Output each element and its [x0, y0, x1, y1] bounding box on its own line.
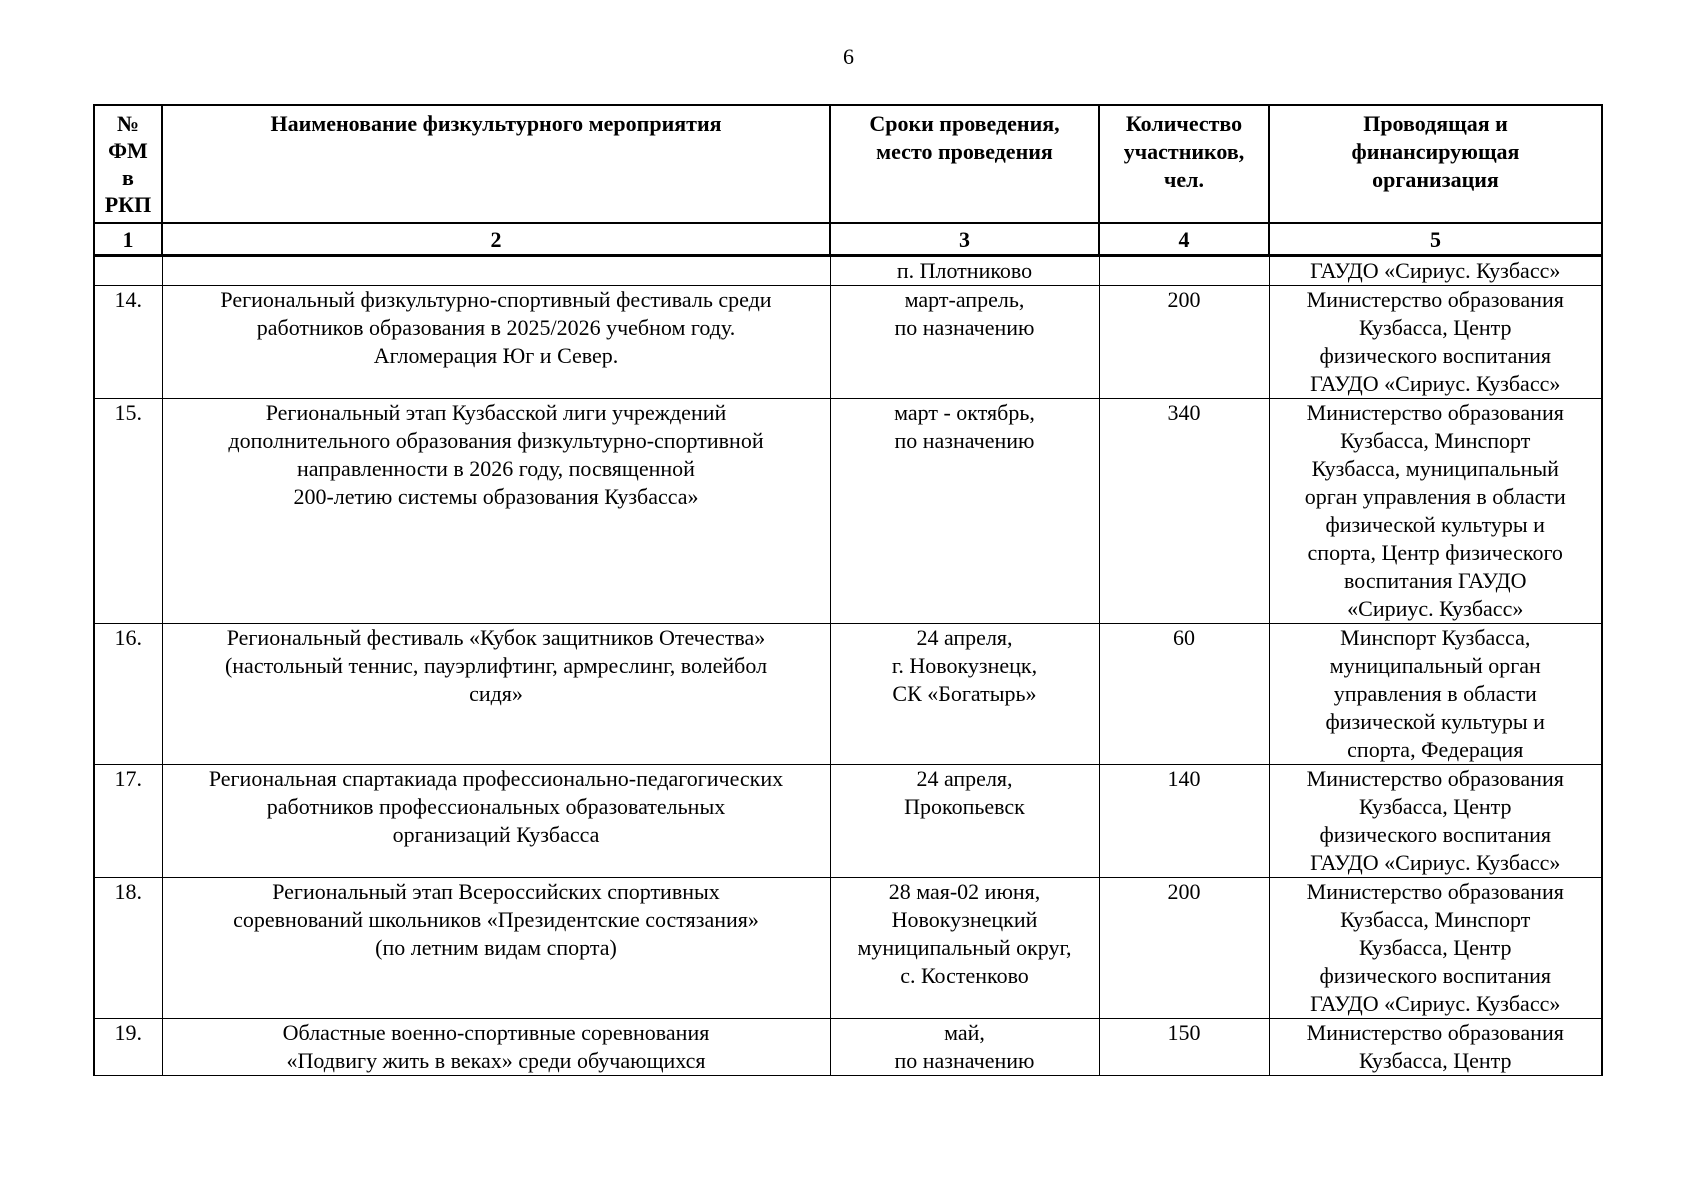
row-dates-line: март-апрель, — [904, 287, 1025, 312]
row-org-line: ГАУДО «Сириус. Кузбасс» — [1310, 850, 1561, 875]
row-org — [1269, 765, 1602, 878]
header-count-line: чел. — [1163, 167, 1204, 192]
row-org-line: муниципальный орган — [1329, 653, 1541, 678]
row-org-line: Кузбасса, Минспорт — [1340, 428, 1531, 453]
row-name — [162, 624, 830, 765]
header-dates — [830, 105, 1099, 223]
row-org — [1269, 1019, 1602, 1076]
row-dates-line: по назначению — [894, 428, 1035, 453]
row-org-line: спорта, Федерация — [1347, 737, 1524, 762]
row-org-line: Кузбасса, Центр — [1358, 935, 1512, 960]
row-num — [94, 256, 162, 286]
row-org-line: Министерство образования — [1306, 287, 1564, 312]
events-table — [93, 104, 1603, 1076]
header-count-line: участников, — [1123, 139, 1245, 164]
row-count: 200 — [1099, 878, 1269, 1019]
row-dates-line: муниципальный округ, — [857, 935, 1072, 960]
row-dates-line: 24 апреля, — [916, 625, 1013, 650]
row-count: 60 — [1099, 624, 1269, 765]
header-count — [1099, 105, 1269, 223]
row-num: 19. — [94, 1019, 162, 1076]
header-num-line: РКП — [104, 192, 152, 217]
row-name — [162, 256, 830, 286]
row-org-line: физического воспитания — [1319, 963, 1552, 988]
row-dates-line: 28 мая-02 июня, — [888, 879, 1041, 904]
header-num-line: № — [116, 111, 140, 136]
table-row — [94, 765, 1602, 878]
row-count: 200 — [1099, 286, 1269, 399]
page-number: 6 — [843, 44, 854, 69]
row-org-line: физической культуры и — [1325, 512, 1545, 537]
header-org-line: организация — [1372, 167, 1499, 192]
row-dates-line: СК «Богатырь» — [892, 681, 1037, 706]
row-name-line: соревнований школьников «Президентские состязания» — [233, 907, 759, 932]
row-dates — [830, 624, 1099, 765]
row-org-line: управления в области — [1333, 681, 1537, 706]
row-num: 16. — [94, 624, 162, 765]
row-num: 17. — [94, 765, 162, 878]
row-count: 340 — [1099, 399, 1269, 624]
row-org-line: физического воспитания — [1319, 343, 1552, 368]
header-row — [94, 105, 1602, 223]
row-dates-line: с. Костенково — [900, 963, 1029, 988]
row-dates-line: по назначению — [894, 315, 1035, 340]
column-number: 4 — [1099, 223, 1269, 256]
row-num: 18. — [94, 878, 162, 1019]
table-row — [94, 878, 1602, 1019]
row-org-line: Кузбасса, Центр — [1358, 794, 1512, 819]
row-org-line: Кузбасса, Центр — [1358, 315, 1512, 340]
row-org-line: Кузбасса, муниципальный — [1311, 456, 1559, 481]
row-org-line: воспитания ГАУДО — [1344, 568, 1527, 593]
row-name-line: работников профессиональных образовательных — [266, 794, 726, 819]
header-org-line: финансирующая — [1351, 139, 1520, 164]
continuation-row — [94, 256, 1602, 286]
row-name-line: дополнительного образования физкультурно-спортивной — [228, 428, 764, 453]
row-org-line: физического воспитания — [1319, 822, 1552, 847]
row-dates-line: 24 апреля, — [916, 766, 1013, 791]
row-name-line: (по летним видам спорта) — [375, 935, 617, 960]
row-dates-line: г. Новокузнецк, — [891, 653, 1038, 678]
row-name — [162, 286, 830, 399]
header-num-line: ФМ — [108, 138, 148, 163]
row-org — [1269, 399, 1602, 624]
row-org-line: «Сириус. Кузбасс» — [1347, 596, 1524, 621]
row-dates — [830, 286, 1099, 399]
row-org-line: Министерство образования — [1306, 400, 1564, 425]
column-number: 2 — [162, 223, 830, 256]
row-num: 14. — [94, 286, 162, 399]
row-dates — [830, 765, 1099, 878]
header-name: Наименование физкультурного мероприятия — [162, 105, 830, 223]
row-org-line: Министерство образования — [1306, 766, 1564, 791]
row-name-line: сидя» — [469, 681, 523, 706]
column-number-row — [94, 223, 1602, 256]
row-dates — [830, 1019, 1099, 1076]
column-number: 1 — [94, 223, 162, 256]
row-name-line: Региональный этап Кузбасской лиги учреждений — [265, 400, 727, 425]
row-name-line: направленности в 2026 году, посвященной — [297, 456, 695, 481]
table-row — [94, 624, 1602, 765]
row-name-line: организаций Кузбасса — [392, 822, 600, 847]
header-dates-line: место проведения — [876, 139, 1053, 164]
row-dates — [830, 878, 1099, 1019]
row-org-line: Министерство образования — [1306, 879, 1564, 904]
row-dates — [830, 256, 1099, 286]
header-org — [1269, 105, 1602, 223]
row-org-line: физической культуры и — [1325, 709, 1545, 734]
row-count: 140 — [1099, 765, 1269, 878]
row-org — [1269, 624, 1602, 765]
row-dates-line: по назначению — [894, 1048, 1035, 1073]
header-num-line: в — [122, 165, 134, 190]
row-name-line: Региональный физкультурно-спортивный фестиваль среди — [220, 287, 772, 312]
row-org-line: Кузбасса, Минспорт — [1340, 907, 1531, 932]
row-org-line: ГАУДО «Сириус. Кузбасс» — [1310, 371, 1561, 396]
row-name — [162, 878, 830, 1019]
row-num: 15. — [94, 399, 162, 624]
row-name-line: Агломерация Юг и Север. — [373, 343, 619, 368]
row-name-line: «Подвигу жить в веках» среди обучающихся — [286, 1048, 706, 1073]
row-org — [1269, 286, 1602, 399]
row-org-line: орган управления в области — [1304, 484, 1566, 509]
table-row — [94, 399, 1602, 624]
row-org — [1269, 878, 1602, 1019]
row-name-line: Региональная спартакиада профессионально-педагогических — [208, 766, 784, 791]
row-name — [162, 399, 830, 624]
table-row — [94, 1019, 1602, 1076]
row-org-line: Кузбасса, Центр — [1358, 1048, 1512, 1073]
column-number: 5 — [1269, 223, 1602, 256]
row-name-line: (настольный теннис, пауэрлифтинг, армреслинг, волейбол — [224, 653, 768, 678]
row-org-line: Минспорт Кузбасса, — [1340, 625, 1531, 650]
row-name-line: Областные военно-спортивные соревнования — [282, 1020, 710, 1045]
header-num — [94, 105, 162, 223]
header-count-line: Количество — [1125, 111, 1243, 136]
row-dates-line: Прокопьевск — [904, 794, 1025, 819]
row-org-line: ГАУДО «Сириус. Кузбасс» — [1310, 991, 1561, 1016]
row-dates-line: п. Плотниково — [896, 258, 1033, 283]
row-name-line: Региональный этап Всероссийских спортивных — [272, 879, 720, 904]
row-dates — [830, 399, 1099, 624]
row-org-line: ГАУДО «Сириус. Кузбасс» — [1310, 258, 1561, 283]
row-name-line: работников образования в 2025/2026 учебном году. — [256, 315, 736, 340]
row-org-line: Министерство образования — [1306, 1020, 1564, 1045]
table-row — [94, 286, 1602, 399]
row-dates-line: май, — [944, 1020, 985, 1045]
row-org-line: спорта, Центр физического — [1307, 540, 1563, 565]
header-dates-line: Сроки проведения, — [869, 111, 1060, 136]
row-dates-line: март - октябрь, — [894, 400, 1035, 425]
row-count — [1099, 256, 1269, 286]
row-org — [1269, 256, 1602, 286]
row-name — [162, 765, 830, 878]
row-name-line: Региональный фестиваль «Кубок защитников Отечества» — [226, 625, 766, 650]
row-name — [162, 1019, 830, 1076]
row-name-line: 200-летию системы образования Кузбасса» — [293, 484, 699, 509]
header-org-line: Проводящая и — [1363, 111, 1508, 136]
row-dates-line: Новокузнецкий — [891, 907, 1038, 932]
row-count: 150 — [1099, 1019, 1269, 1076]
column-number: 3 — [830, 223, 1099, 256]
